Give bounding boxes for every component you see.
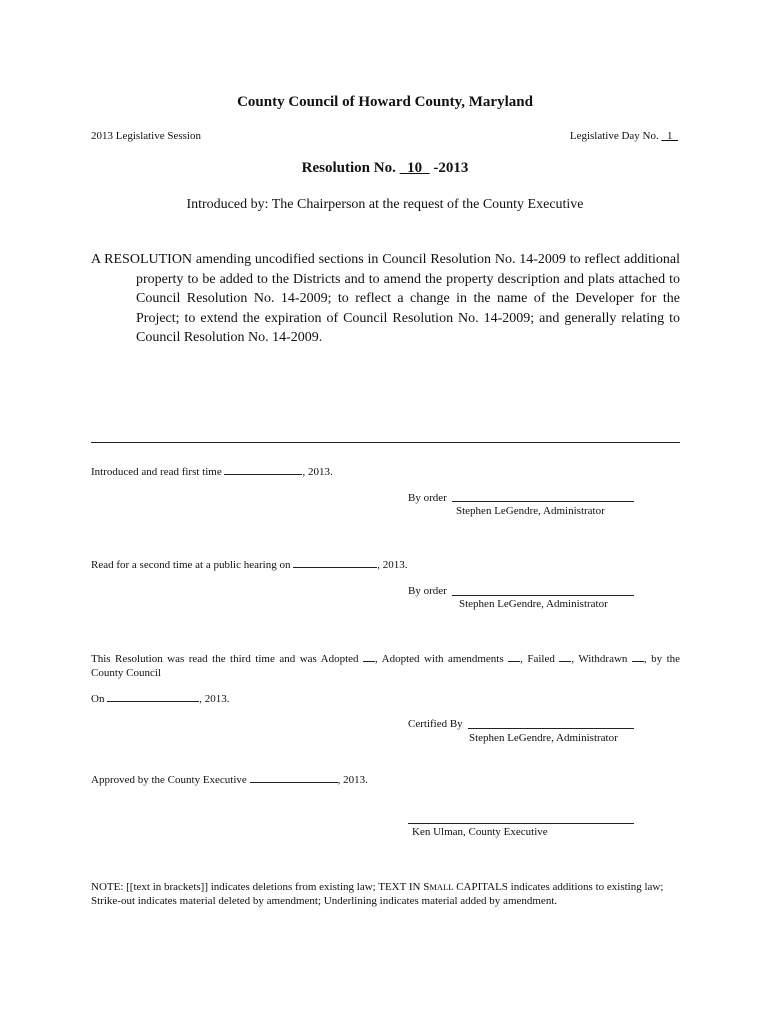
council-title: County Council of Howard County, Maryland: [237, 94, 533, 110]
resolution-year: -2013: [433, 160, 469, 176]
second-reading-by-order: By order: [408, 585, 447, 597]
resolution-number-label: Resolution No.: [301, 160, 396, 176]
divider: [91, 442, 680, 443]
adopted-amendments-blank[interactable]: [508, 652, 520, 662]
resolution-number-value: 10: [407, 160, 423, 176]
legislative-day-label: Legislative Day No.: [569, 130, 659, 142]
approval-date-blank[interactable]: [250, 773, 338, 783]
approval-line: Approved by the County Executive , 2013.: [91, 774, 368, 786]
legislative-session: 2013 Legislative Session: [91, 130, 201, 142]
adopted-blank[interactable]: [363, 652, 375, 662]
certified-by-label: Certified By: [408, 718, 463, 730]
failed-blank[interactable]: [559, 652, 571, 662]
certified-signer: Stephen LeGendre, Administrator: [469, 732, 618, 744]
legislative-day: [570, 130, 678, 142]
executive-signature-line[interactable]: [408, 823, 634, 824]
first-reading-by-order: By order: [408, 492, 447, 504]
third-reading-date-blank[interactable]: [107, 692, 199, 702]
certified-signature-line[interactable]: [468, 728, 634, 729]
first-reading-signer: Stephen LeGendre, Administrator: [456, 505, 605, 517]
withdrawn-blank[interactable]: [632, 652, 644, 662]
first-reading-date-blank[interactable]: [224, 465, 302, 475]
third-reading-on-line: On , 2013.: [91, 693, 230, 705]
second-reading-date-blank[interactable]: [293, 558, 377, 568]
resolution-number: [0, 160, 770, 177]
first-reading-line: Introduced and read first time , 2013.: [91, 466, 333, 478]
second-reading-line: Read for a second time at a public hearing on , 2013.: [91, 559, 408, 571]
second-reading-signature-line[interactable]: [452, 595, 634, 596]
second-reading-signer: Stephen LeGendre, Administrator: [459, 598, 608, 610]
third-reading-paragraph: This Resolution was read the third time and was Adopted , Adopted with amendments , Failed , Withdrawn , by the County Council: [91, 653, 681, 679]
executive-signer: Ken Ulman, County Executive: [412, 826, 548, 838]
legend-note: NOTE: [[text in brackets]] indicates deletions from existing law; TEXT IN SMALL CAPITALS indicates additions to existing law; Strike-out indicates material deleted by amendment; Underlining indicates material added by amendment.: [91, 881, 664, 907]
legislative-day-value: 1: [667, 130, 673, 142]
resolution-body: A RESOLUTION amending uncodified sections in Council Resolution No. 14-2009 to reflect additional property to be added to the Districts and to amend the property description and plats attached to Council Resolution No. 14-2009; to reflect a change in the name of the Developer for the Project; to extend the expiration of Council Resolution No. 14-2009; and generally relating to Council Resolution No. 14-2009.: [91, 252, 680, 345]
introduced-by: Introduced by: The Chairperson at the request of the County Executive: [186, 197, 584, 212]
first-reading-signature-line[interactable]: [452, 501, 634, 502]
